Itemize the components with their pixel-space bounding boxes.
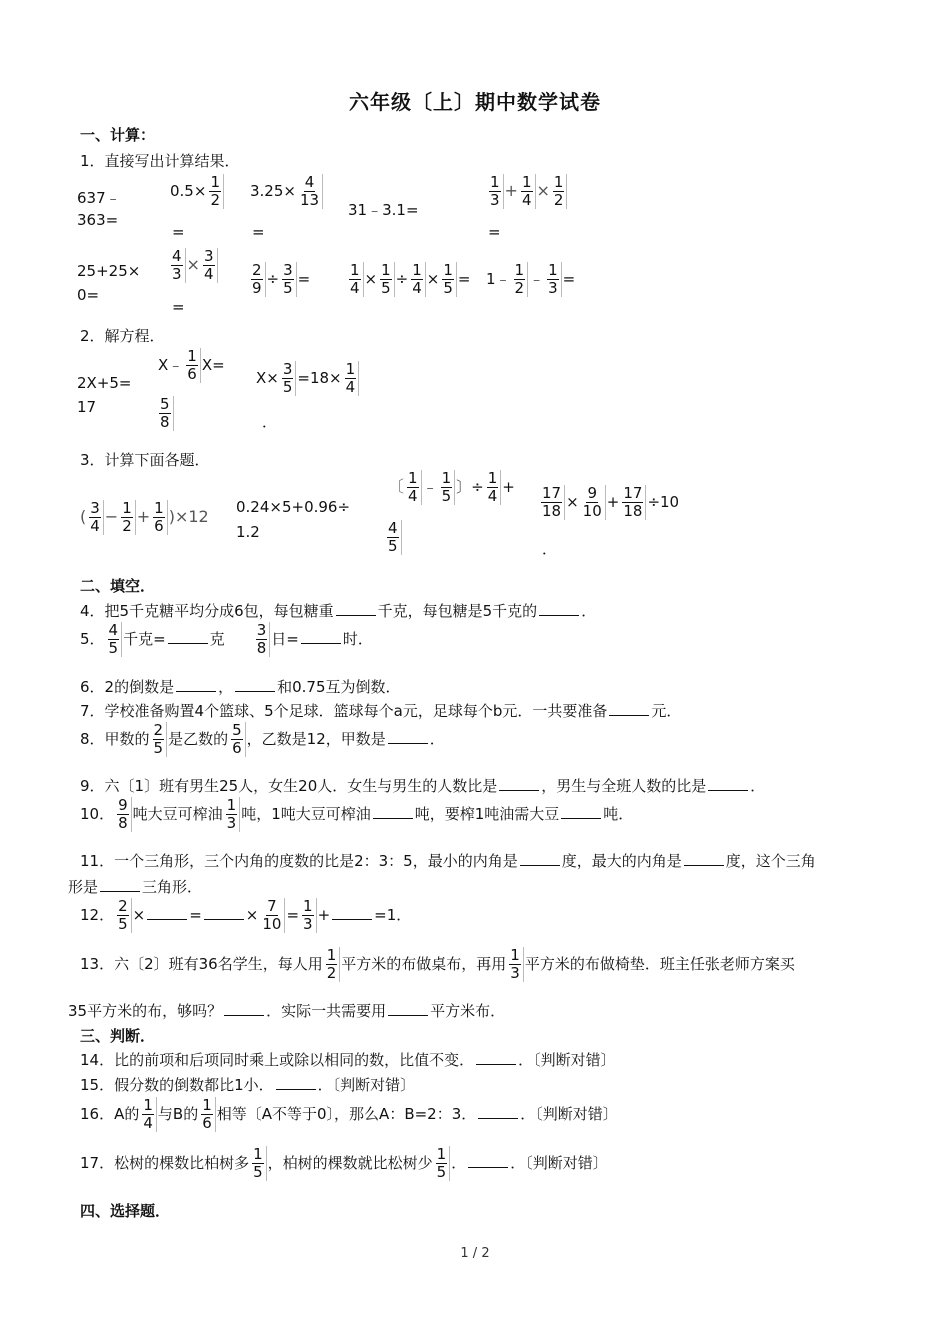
q13-line1: 13．六〔2〕班有36名学生，每人用 $\frac{1}{2}$ 平方米的布做桌布，再用 $\frac{1}{3}$ 平方米的布做椅垫．班主任张老师方案买 [80, 946, 795, 982]
q1-prompt: 1．直接写出计算结果． [80, 152, 240, 170]
q6: 6．2的倒数是 ， 和0.75互为倒数． [80, 678, 401, 696]
fraction: $\frac{3}{4}$ [201, 248, 218, 283]
q1-r1c5: $\frac{1}{3}$ + $\frac{1}{4}$ × $\frac{1}{2}$ [486, 174, 568, 209]
fraction: $\frac{1}{6}$ [199, 1097, 216, 1132]
answer-blank[interactable] [204, 905, 244, 920]
page-number: 1 / 2 [460, 1246, 490, 1261]
q7: 7．学校准备购置4个篮球、5个足球．篮球每个a元，足球每个b元．一共要准备 元． [80, 702, 682, 720]
answer-blank[interactable] [224, 1001, 264, 1016]
q2-e1a: 2X+5= [77, 374, 132, 392]
q1-r1c1a: 637﹣ [77, 189, 121, 207]
answer-blank[interactable] [147, 905, 187, 920]
fraction: $\frac{4}{3}$ [169, 248, 186, 283]
answer-blank[interactable] [336, 601, 376, 616]
q8: 8．甲数的 $\frac{2}{5}$ 是乙数的 $\frac{5}{6}$ ，乙数是12，甲数是 ． [80, 721, 445, 757]
q13-line2: 35平方米的布，够吗？ ．实际一共需要用 平方米布． [68, 1002, 506, 1020]
fraction: $\frac{1}{5}$ [378, 262, 395, 297]
fraction: $\frac{1}{4}$ [409, 262, 426, 297]
q14: 14．比的前项和后项同时乘上或除以相同的数，比值不变． ．〔判断对错〕 [80, 1051, 616, 1069]
fraction: $\frac{1}{2}$ [512, 262, 529, 297]
fraction: $\frac{1}{5}$ [439, 470, 456, 505]
fraction: $\frac{3}{5}$ [280, 361, 297, 396]
fraction: $\frac{1}{2}$ [207, 174, 224, 209]
fraction: $\frac{4}{5}$ [106, 622, 123, 657]
q10: 10． $\frac{9}{8}$ 吨大豆可榨油 $\frac{1}{3}$ 吨，1吨大豆可榨油 吨，要榨1吨油需大豆 吨． [80, 796, 634, 832]
fraction: $\frac{5}{6}$ [229, 722, 246, 757]
answer-blank[interactable] [684, 851, 724, 866]
fraction: $\frac{1}{6}$ [151, 500, 168, 535]
section-2-heading: 二、填空． [80, 577, 156, 595]
fraction: $\frac{1}{2}$ [551, 174, 568, 209]
q1-r2c2-eq: = [172, 298, 185, 316]
answer-blank[interactable] [388, 729, 428, 744]
answer-blank[interactable] [373, 804, 413, 819]
q1-r1c3-eq: = [252, 223, 265, 241]
fraction: $\frac{2}{5}$ [151, 722, 168, 757]
answer-blank[interactable] [468, 1153, 508, 1168]
fraction: $\frac{1}{4}$ [519, 174, 536, 209]
fraction: $\frac{9}{8}$ [115, 797, 132, 832]
q15: 15．假分数的倒数都比1小． ．〔判断对错〕 [80, 1076, 416, 1094]
q17: 17．松树的棵数比柏树多 $\frac{1}{5}$ ，柏树的棵数就比松树少 $\frac{1}{5}$ ． ．〔判断对错〕 [80, 1145, 608, 1181]
q2-e1b: 17 [77, 398, 97, 416]
answer-blank[interactable] [301, 629, 341, 644]
q12: 12． $\frac{2}{5}$ × = × $\frac{7}{10}$ = $\frac{1}{3}$ + =1． [80, 897, 412, 933]
q1-r2c3: $\frac{2}{9}$ ÷ $\frac{3}{5}$ = [248, 262, 310, 297]
answer-blank[interactable] [332, 905, 372, 920]
q4: 4．把5千克糖平均分成6包，每包糖重 千克，每包糖是5千克的 ． [80, 602, 597, 620]
q3-e1: ( $\frac{3}{4}$ − $\frac{1}{2}$ + $\frac{1}{6}$ )×12 [80, 499, 209, 535]
answer-blank[interactable] [388, 1001, 428, 1016]
fraction: $\frac{2}{5}$ [115, 898, 132, 933]
fraction: $\frac{1}{3}$ [224, 797, 241, 832]
q1-r1c1b: 363= [77, 211, 119, 229]
q2-prompt: 2．解方程． [80, 327, 165, 345]
fraction: $\frac{1}{4}$ [347, 262, 364, 297]
answer-blank[interactable] [478, 1104, 518, 1119]
q1-r1c5-eq: = [488, 223, 501, 241]
q3-e2b: 1.2 [236, 523, 260, 541]
fraction: $\frac{9}{10}$ [580, 485, 606, 520]
answer-blank[interactable] [539, 601, 579, 616]
q3-e2a: 0.24×5+0.96÷ [236, 498, 351, 516]
fraction: $\frac{5}{8}$ [157, 396, 174, 431]
section-4-heading: 四、选择题． [80, 1202, 171, 1220]
q2-e2-fraction [156, 396, 175, 431]
answer-blank[interactable] [276, 1075, 316, 1090]
answer-blank[interactable] [235, 677, 275, 692]
fraction: $\frac{1}{5}$ [250, 1146, 267, 1181]
fraction: $\frac{3}{5}$ [280, 262, 297, 297]
answer-blank[interactable] [708, 776, 748, 791]
fraction: $\frac{1}{4}$ [405, 470, 422, 505]
q1-r2c5: 1﹣ $\frac{1}{2}$ ﹣ $\frac{1}{3}$ = [486, 261, 576, 297]
fraction: $\frac{1}{5}$ [440, 262, 457, 297]
fraction: $\frac{1}{3}$ [300, 898, 317, 933]
q1-r2c4: $\frac{1}{4}$ × $\frac{1}{5}$ ÷ $\frac{1}{4}$ × $\frac{1}{5}$ = [346, 262, 471, 297]
fraction: $\frac{2}{9}$ [249, 262, 266, 297]
q2-e3-period: ． [262, 413, 278, 431]
answer-blank[interactable] [176, 677, 216, 692]
answer-blank[interactable] [100, 877, 140, 892]
answer-blank[interactable] [476, 1050, 516, 1065]
q2-e3: X× $\frac{3}{5}$ =18× $\frac{1}{4}$ [256, 361, 360, 396]
q11-line1: 11．一个三角形，三个内角的度数的比是2：3：5，最小的内角是 度，最大的内角是 度，这个三角 [80, 852, 816, 870]
fraction: $\frac{1}{3}$ [545, 262, 562, 297]
q5: 5． $\frac{4}{5}$ 千克= 克 $\frac{3}{8}$ 日= 时． [80, 621, 373, 657]
q1-r1c2-eq: = [172, 223, 185, 241]
fraction: $\frac{1}{6}$ [184, 348, 201, 383]
fraction: $\frac{7}{10}$ [259, 898, 285, 933]
fraction: $\frac{1}{3}$ [507, 947, 524, 982]
page-title: 六年级〔上〕期中数学试卷 [349, 90, 601, 114]
q2-e2: X﹣ $\frac{1}{6}$ X= [158, 347, 225, 383]
q1-r2c1b: 0= [77, 286, 100, 304]
fraction: $\frac{3}{8}$ [254, 622, 271, 657]
fraction: $\frac{1}{2}$ [324, 947, 341, 982]
q3-prompt: 3．计算下面各题． [80, 451, 210, 469]
answer-blank[interactable] [499, 776, 539, 791]
fraction: $\frac{17}{18}$ [539, 485, 565, 520]
fraction: $\frac{4}{13}$ [297, 174, 323, 209]
q1-r1c2-text: 0.5× [170, 182, 207, 200]
fraction: $\frac{3}{4}$ [87, 500, 104, 535]
q1-r1c2 [170, 174, 225, 209]
fraction: $\frac{4}{5}$ [385, 520, 402, 555]
section-1-heading: 一、计算： [80, 126, 156, 144]
q3-e3: 〔 $\frac{1}{4}$ ﹣ $\frac{1}{5}$ 〕÷ $\frac{1}{4}$ + [388, 469, 515, 505]
fraction: $\frac{1}{2}$ [119, 500, 136, 535]
fraction: $\frac{17}{18}$ [620, 485, 646, 520]
answer-blank[interactable] [609, 701, 649, 716]
fraction: $\frac{1}{4}$ [485, 470, 502, 505]
q1-r2c1a: 25+25× [77, 262, 141, 280]
section-3-heading: 三、判断． [80, 1027, 156, 1045]
q1-r1c4: 31﹣3.1= [348, 201, 419, 219]
fraction: $\frac{1}{3}$ [487, 174, 504, 209]
q3-e3-fraction [384, 520, 403, 555]
q9: 9．六〔1〕班有男生25人，女生20人．女生与男生的人数比是 ，男生与全班人数的比是 ． [80, 777, 766, 795]
answer-blank[interactable] [168, 629, 208, 644]
fraction: $\frac{1}{5}$ [434, 1146, 451, 1181]
answer-blank[interactable] [561, 804, 601, 819]
fraction: $\frac{1}{4}$ [140, 1097, 157, 1132]
answer-blank[interactable] [520, 851, 560, 866]
q3-e4: $\frac{17}{18}$ × $\frac{9}{10}$ + $\frac{17}{18}$ ÷10 [538, 485, 679, 520]
q11-line2: 形是 三角形． [68, 878, 203, 896]
q1-r1c3 [250, 174, 324, 209]
q1-r1c3-text: 3.25× [250, 182, 296, 200]
q1-r2c2: $\frac{4}{3}$ × $\frac{3}{4}$ [168, 248, 219, 283]
q16: 16．A的 $\frac{1}{4}$ 与B的 $\frac{1}{6}$ 相等〔A不等于0〕，那么A：B=2：3． ．〔判断对错〕 [80, 1096, 618, 1132]
fraction: $\frac{1}{4}$ [343, 361, 360, 396]
q3-e4-period: ． [542, 540, 558, 558]
